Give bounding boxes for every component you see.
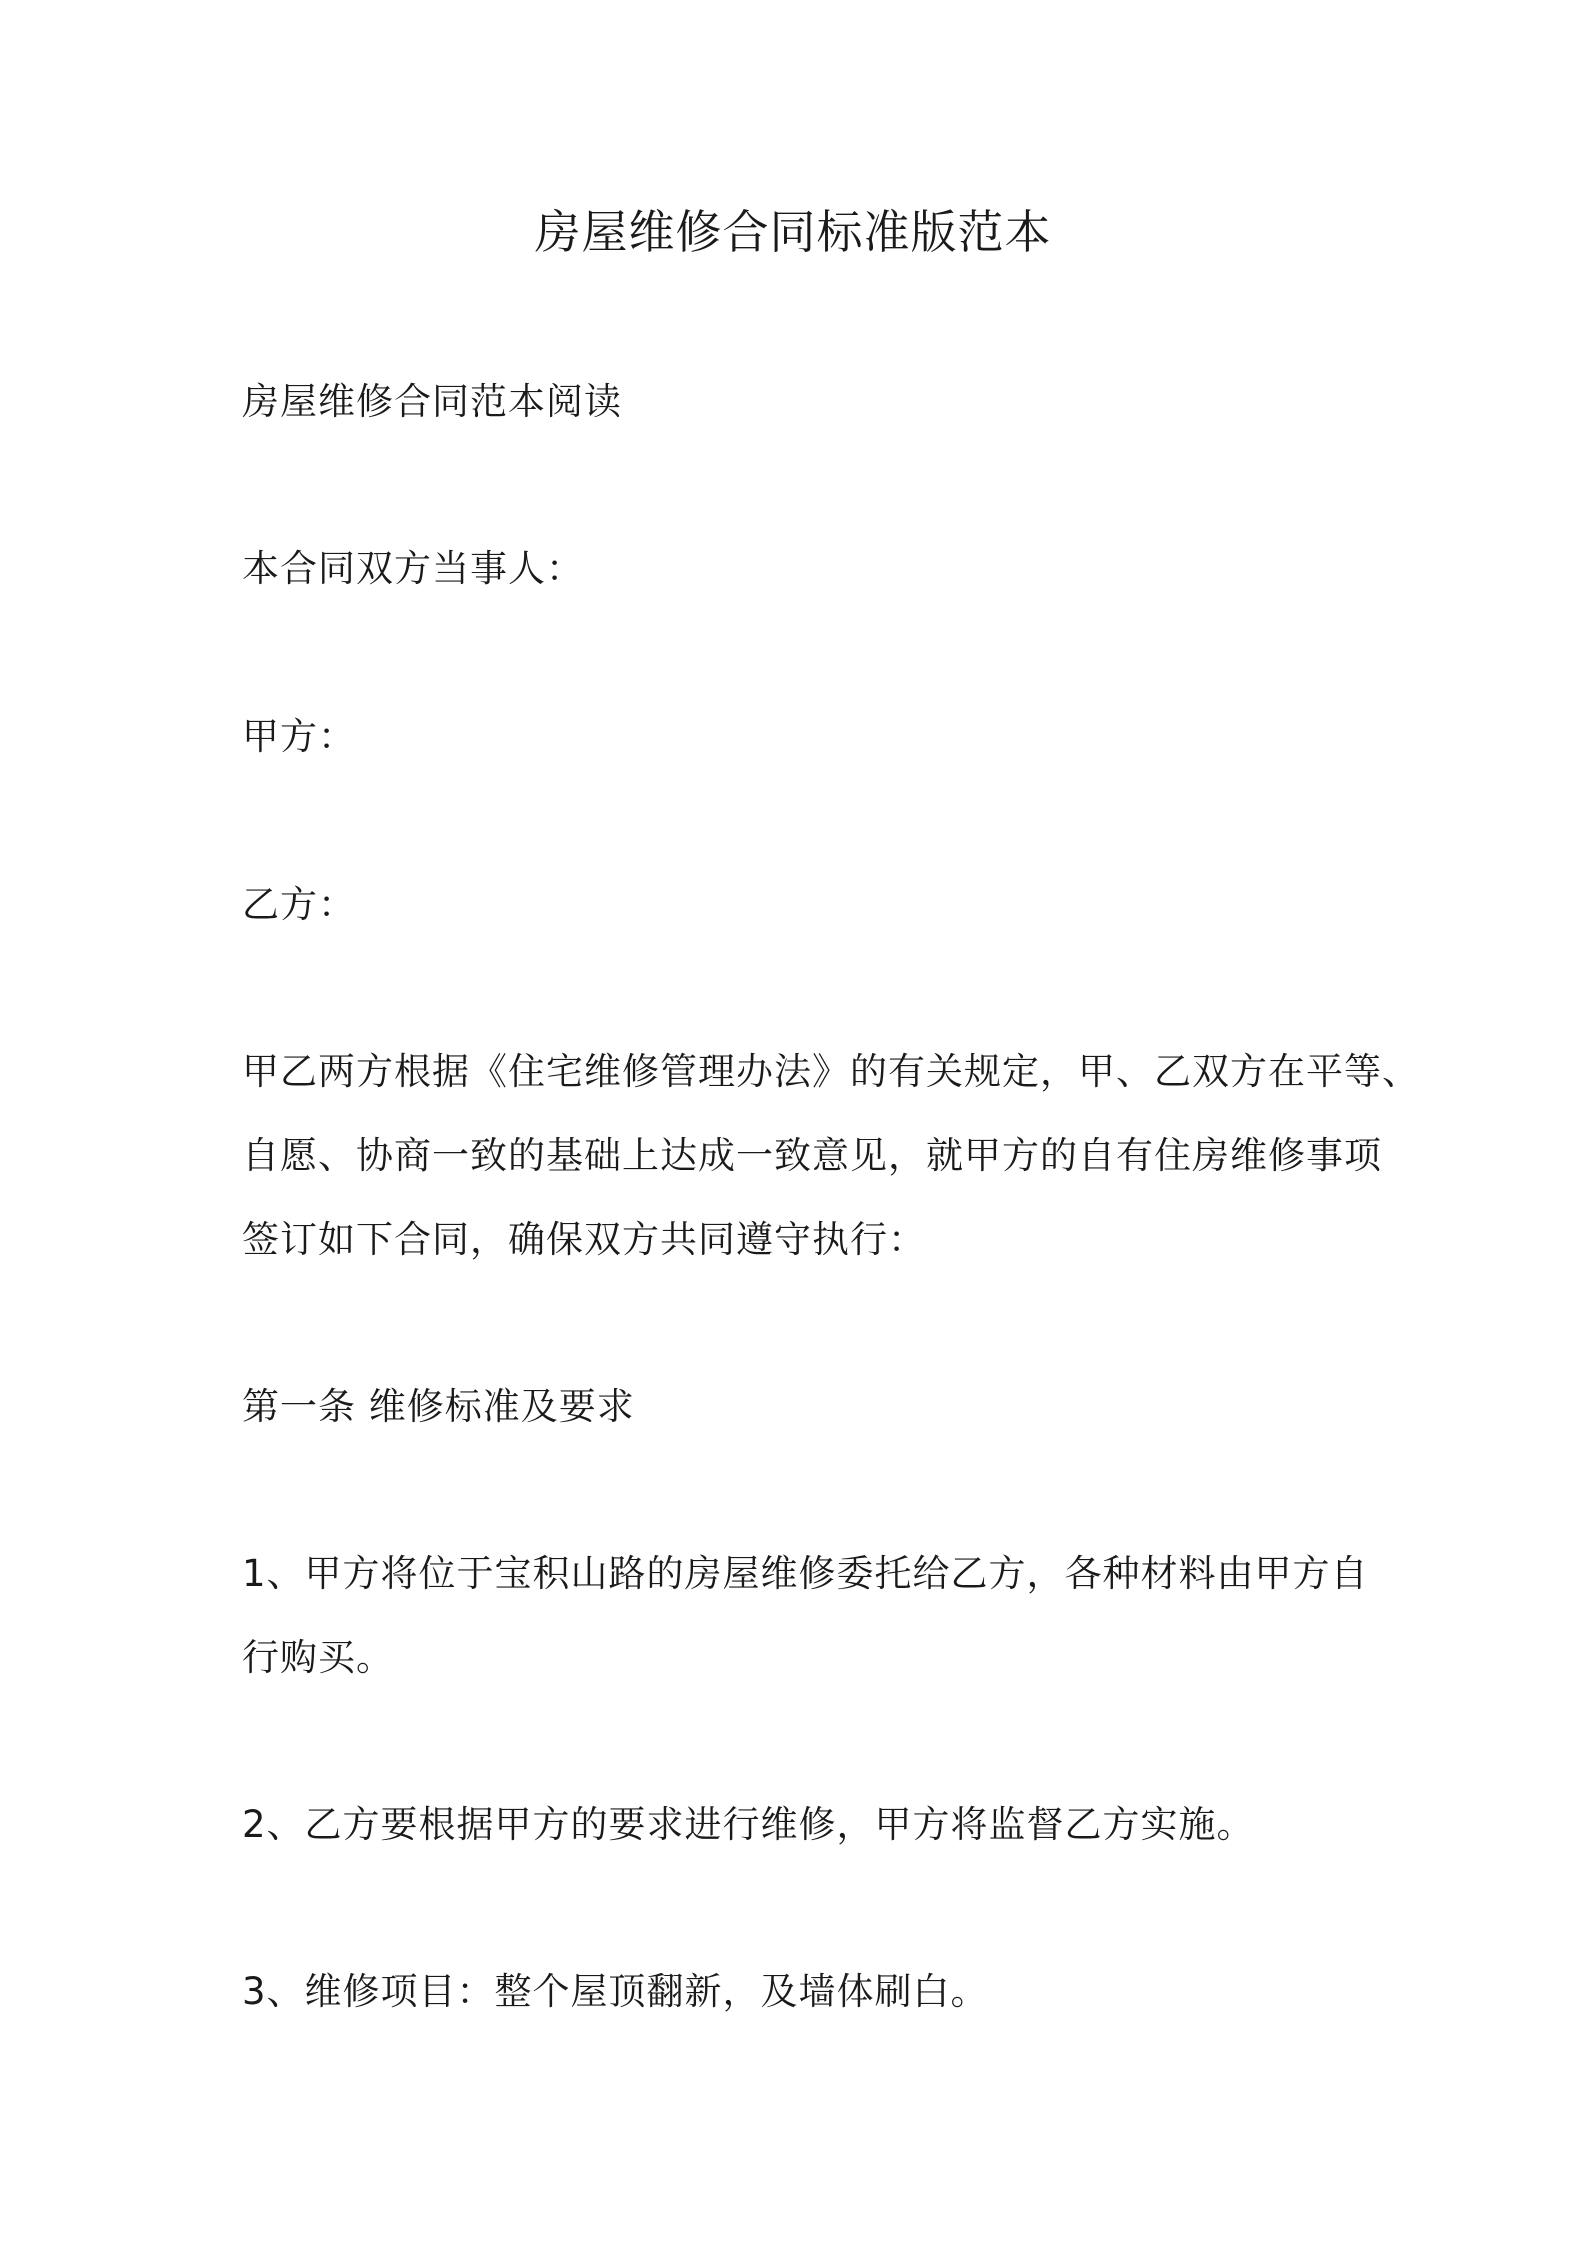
clause-line: 1、甲方将位于宝积山路的房屋维修委托给乙方，各种材料由甲方自: [242, 1552, 1369, 1595]
clause-line: 行购买。: [242, 1636, 394, 1679]
preamble-line: 签订如下合同，确保双方共同遵守执行：: [242, 1218, 926, 1261]
clause-3: 3、维修项目：整个屋顶翻新，及墙体刷白。: [242, 1970, 989, 2013]
article-1-heading: 第一条 维修标准及要求: [242, 1385, 635, 1428]
clause-2: 2、乙方要根据甲方的要求进行维修，甲方将监督乙方实施。: [242, 1803, 1255, 1846]
preamble-line: 自愿、协商一致的基础上达成一致意见，就甲方的自有住房维修事项: [242, 1134, 1382, 1177]
preamble-paragraph: [242, 1030, 1420, 1282]
document-title: 房屋维修合同标准版范本: [534, 205, 1052, 259]
subtitle: 房屋维修合同范本阅读: [242, 380, 622, 423]
party-b-label: 乙方：: [242, 883, 356, 926]
clause-1: [242, 1532, 1382, 1700]
parties-intro: 本合同双方当事人：: [242, 547, 584, 590]
preamble-line: 甲乙两方根据《住宅维修管理办法》的有关规定，甲、乙双方在平等、: [242, 1050, 1420, 1093]
party-a-label: 甲方：: [242, 715, 356, 758]
